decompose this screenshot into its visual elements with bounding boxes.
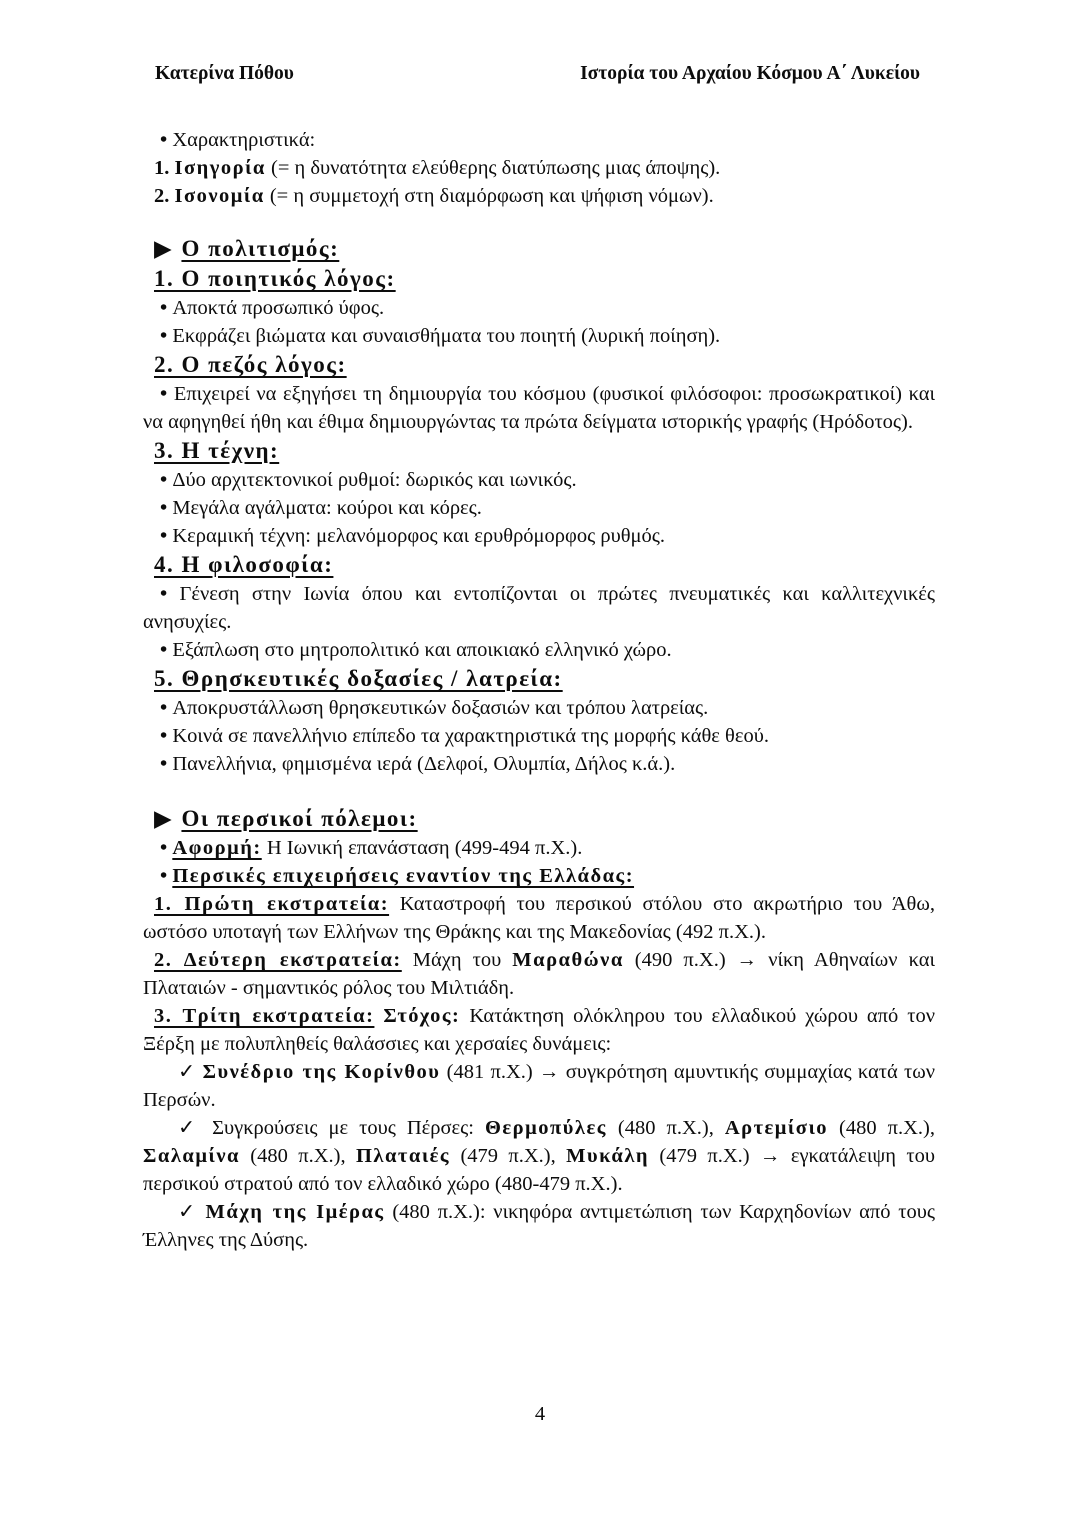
bullet-icon: • [160,837,173,859]
page-header [0,0,1080,86]
text-run: Καταστροφή του περσικού στόλου στο ακρωτήριο του Άθω, ωστόσο υποταγή των Ελλήνων της Θράκης και της Μακεδονίας (492 π.Χ.). [143,893,935,943]
bullet-icon: • [160,129,173,151]
bullet-icon: • [160,297,173,319]
arrow-right-icon: → [759,1145,781,1167]
text-run: Περσικές επιχειρήσεις εναντίον της Ελλάδας: [172,865,635,887]
bullet-list-item [143,722,935,750]
section-arrow-icon: ▶ [154,806,182,831]
text-run: (480 π.Χ.): νικηφόρα αντιμετώπιση των Καρχηδονίων από τους Έλληνες της Δύσης. [143,1201,935,1251]
numbered-paragraph [143,890,935,946]
text-run: (479 π.Χ.) [649,1145,760,1167]
text-run: (= η δυνατότητα ελεύθερης διατύπωσης μιας άποψης). [265,157,721,179]
text-run: 3. Τρίτη εκστρατεία: [154,1005,375,1027]
bullet-icon: • [160,469,173,491]
bullet-list-item [143,466,935,494]
section-arrow-icon: ▶ [154,236,182,261]
text-run: Ισηγορία [174,157,266,179]
text-run: (479 π.Χ.), [450,1145,567,1167]
text-run: Η Ιωνική επανάσταση (499-494 π.Χ.). [261,837,583,859]
arrow-right-icon: → [539,1061,560,1083]
subsection-heading [143,550,935,580]
text-run: Πανελλήνια, φημισμένα ιερά (Δελφοί, Ολυμπία, Δήλος κ.ά.). [172,753,676,775]
bullet-list-item [143,862,935,890]
bullet-list-item [143,494,935,522]
bullet-list-item [143,294,935,322]
check-list-item [143,1198,935,1254]
subsection-heading [143,436,935,466]
text-run: εγκατάλειψη του περσικού στρατού από τον ελλαδικό χώρο (480-479 π.Χ.). [143,1145,935,1195]
bullet-icon: • [160,697,173,719]
text-run: Κεραμική τέχνη: μελανόμορφος και ερυθρόμορφος ρυθμός. [172,525,666,547]
bullet-icon: • [160,639,173,661]
text-run: Συνέδριο της Κορίνθου [202,1061,441,1083]
arrow-right-icon: → [736,949,758,971]
text-run: Κατάκτηση ολόκληρου του ελλαδικού χώρου από τον Ξέρξη με πολυπληθείς θαλάσσιες και χερσαίες δυνάμεις: [143,1005,935,1055]
text-run: Μαραθώνα [512,949,624,971]
check-list-item [143,1058,935,1114]
text-run: Οι περσικοί πόλεμοι: [181,806,418,831]
bullet-list-item [143,126,935,154]
bullet-list-item [143,694,935,722]
text-run: 1. [154,157,175,179]
text-run: Γένεση στην Ιωνία όπου και εντοπίζονται οι πρώτες πνευματικές και καλλιτεχνικές ανησυχίες. [143,583,935,633]
text-run: (480 π.Χ.), [239,1145,356,1167]
text-run: Επιχειρεί να εξηγήσει τη δημιουργία του κόσμου (φυσικοί φιλόσοφοι: προσωκρατικοί) και να αφηγηθεί ήθη και έθιμα δημιουργώντας τα πρώτα δείγματα ιστορικής γραφής (Ηρόδοτος). [143,383,935,433]
bullet-list-item [143,322,935,350]
text-run: (480 π.Χ.), [828,1117,935,1139]
text-run: Χαρακτηριστικά: [172,129,316,151]
text-run: Μάχη της Ιμέρας [205,1201,385,1223]
text-run: Στόχος: [383,1005,461,1027]
bullet-list-item [143,834,935,862]
section-heading [143,804,935,834]
text-run: νίκη Αθηναίων και Πλαταιών - σημαντικός ρόλος του Μιλτιάδη. [143,949,935,999]
text-run: Σαλαμίνα [143,1145,240,1167]
text-run: Πλαταιές [355,1145,451,1167]
text-run: 5. Θρησκευτικές δοξασίες / λατρεία: [154,666,563,691]
text-run: 2. Δεύτερη εκστρατεία: [154,949,402,971]
text-run: 1. Πρώτη εκστρατεία: [154,893,390,915]
text-run: (490 π.Χ.) [623,949,737,971]
text-run: Εκφράζει βιώματα και συναισθήματα του ποιητή (λυρική ποίηση). [172,325,721,347]
numbered-paragraph [143,946,935,1002]
text-run: 3. Η τέχνη: [154,438,280,463]
bullet-icon: • [160,383,174,405]
bullet-icon: • [160,753,173,775]
text-run: συγκρότηση αμυντικής συμμαχίας κατά των Περσών. [143,1061,935,1111]
text-run: Κοινά σε πανελλήνιο επίπεδο τα χαρακτηριστικά της μορφής κάθε θεού. [172,725,769,747]
text-run: 4. Η φιλοσοφία: [154,552,334,577]
bullet-icon: • [160,325,173,347]
text-run: Δύο αρχιτεκτονικοί ρυθμοί: δωρικός και ιωνικός. [172,469,577,491]
numbered-paragraph [143,1002,935,1058]
bullet-icon: • [160,497,173,519]
bullet-icon: • [160,525,173,547]
numbered-paragraph [143,154,935,182]
bullet-list-item [143,636,935,664]
text-run: Θερμοπύλες [484,1117,607,1139]
check-icon: ✓ [178,1117,213,1139]
text-run: Αποκτά προσωπικό ύφος. [172,297,385,319]
text-run: 1. Ο ποιητικός λόγος: [154,266,396,291]
text-run: (480 π.Χ.), [606,1117,725,1139]
bullet-icon: • [160,865,173,887]
subsection-heading [143,350,935,380]
text-run: Μάχη του [401,949,513,971]
text-run: (= η συμμετοχή στη διαμόρφωση και ψήφιση νόμων). [264,185,714,207]
section-heading [143,234,935,264]
check-icon: ✓ [178,1201,206,1223]
text-run: 2. [154,185,175,207]
subsection-heading [143,664,935,694]
check-list-item [143,1114,935,1198]
bullet-icon: • [160,583,180,605]
text-run: Συγκρούσεις με τους Πέρσες: [212,1117,485,1139]
bullet-list-item [143,580,935,636]
text-run: Αποκρυστάλλωση θρησκευτικών δοξασιών και τρόπου λατρείας. [172,697,709,719]
text-run: Αρτεμίσιο [724,1117,829,1139]
page-number: 4 [534,1403,546,1425]
bullet-icon: • [160,725,173,747]
header-course-title: Ιστορία του Αρχαίου Κόσμου Α΄ Λυκείου [580,63,920,84]
text-run: Αφορμή: [172,837,262,859]
text-run: (481 π.Χ.) [440,1061,540,1083]
text-run: 2. Ο πεζός λόγος: [154,352,347,377]
bullet-list-item [143,750,935,778]
header-author: Κατερίνα Πόθου [155,63,294,84]
bullet-list-item [143,522,935,550]
text-run: Μεγάλα αγάλματα: κούροι και κόρες. [172,497,482,519]
subsection-heading [143,264,935,294]
check-icon: ✓ [178,1061,203,1083]
bullet-list-item [143,380,935,436]
text-run: Εξάπλωση στο μητροπολιτικό και αποικιακό ελληνικό χώρο. [172,639,672,661]
text-run: Ο πολιτισμός: [181,236,340,261]
text-run: Ισονομία [174,185,265,207]
numbered-paragraph [143,182,935,210]
text-run: Μυκάλη [566,1145,650,1167]
page-footer [0,1403,1080,1426]
document-content [143,126,935,1254]
